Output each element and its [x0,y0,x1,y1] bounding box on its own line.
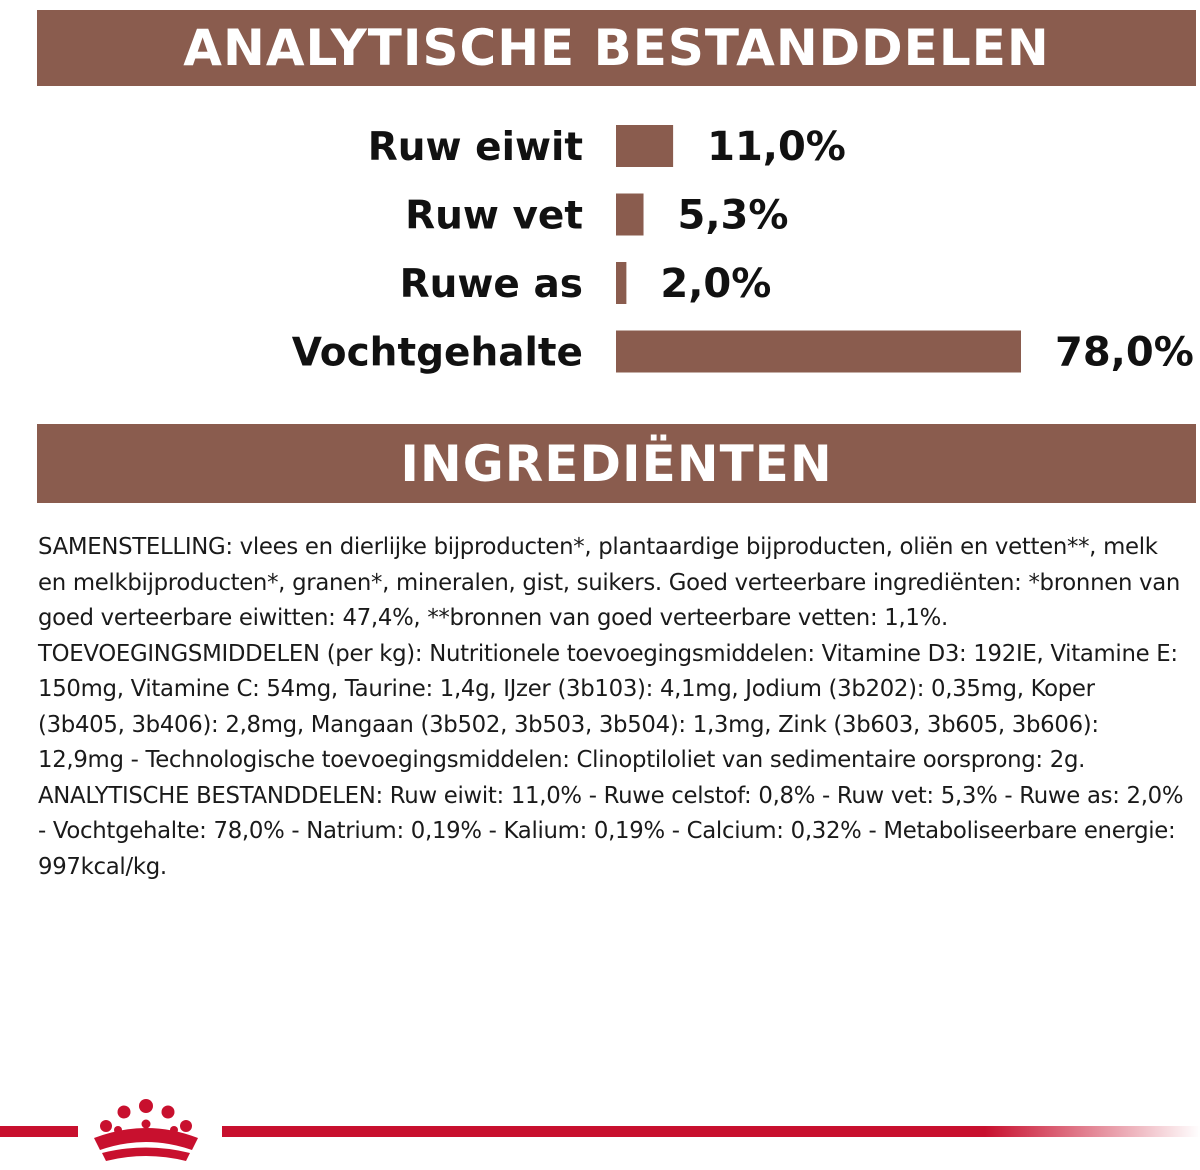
royal-canin-crown-icon [94,1099,198,1161]
analytics-section-title: ANALYTISCHE BESTANDDELEN [183,19,1050,77]
ingredients-section-header [37,424,1196,503]
ingredients-text: SAMENSTELLING: vlees en dierlijke bijproducten*, plantaardige bijproducten, oliën en vetten**, melk en melkbijproducten*, granen*, mineralen, gist, suikers. Goed verteerbare ingrediënten: *bronnen van goed verteerbare eiwitten: 47,4%, **bronnen van goed verteerbare vetten: 1,1%. TOEVOEGINGSMIDDELEN (per kg): Nutritionele toevoegingsmiddelen: Vitamine D3: 192IE, Vitamine E: 150mg, Vitamine C: 54mg, Taurine: 1,4g, IJzer (3b103): 4,1mg, Jodium (3b202): 0,35mg, Koper (3b405, 3b406): 2,8mg, Mangaan (3b502, 3b503, 3b504): 1,3mg, Zink (3b603, 3b605, 3b606): 12,9mg - Technologische toevoegingsmiddelen: Clinoptiloliet van sedimentaire oorsprong: 2g. ANALYTISCHE BESTANDDELEN: Ruw eiwit: 11,0% - Ruwe celstof: 0,8% - Ruw vet: 5,3% - Ruwe as: 2,0% - Vochtgehalte: 78,0% - Natrium: 0,19% - Kalium: 0,19% - Calcium: 0,32% - Metaboliseerbare energie: 997kcal/kg. [38,534,1184,880]
ingredients-section-title: INGREDIËNTEN [400,434,833,493]
analytics-bar-chart [0,110,1200,400]
bar-ruw-eiwit [616,125,673,167]
category-label-ruw-eiwit: Ruw eiwit [367,125,583,170]
value-label-vochtgehalte: 78,0% [1055,329,1194,376]
value-label-ruwe-as: 2,0% [660,261,772,307]
footer-line-left [0,1126,78,1137]
bar-vochtgehalte [616,331,1021,373]
bar-ruw-vet [616,194,644,236]
footer-line-right [222,1126,1200,1137]
category-label-ruwe-as: Ruwe as [399,262,583,307]
value-label-ruw-eiwit: 11,0% [707,124,846,170]
category-label-vochtgehalte: Vochtgehalte [291,330,583,376]
footer-brand-line [0,1090,1200,1170]
category-label-ruw-vet: Ruw vet [405,193,583,239]
bar-ruwe-as [616,262,626,304]
value-label-ruw-vet: 5,3% [677,192,789,239]
analytics-section-header [37,10,1196,86]
